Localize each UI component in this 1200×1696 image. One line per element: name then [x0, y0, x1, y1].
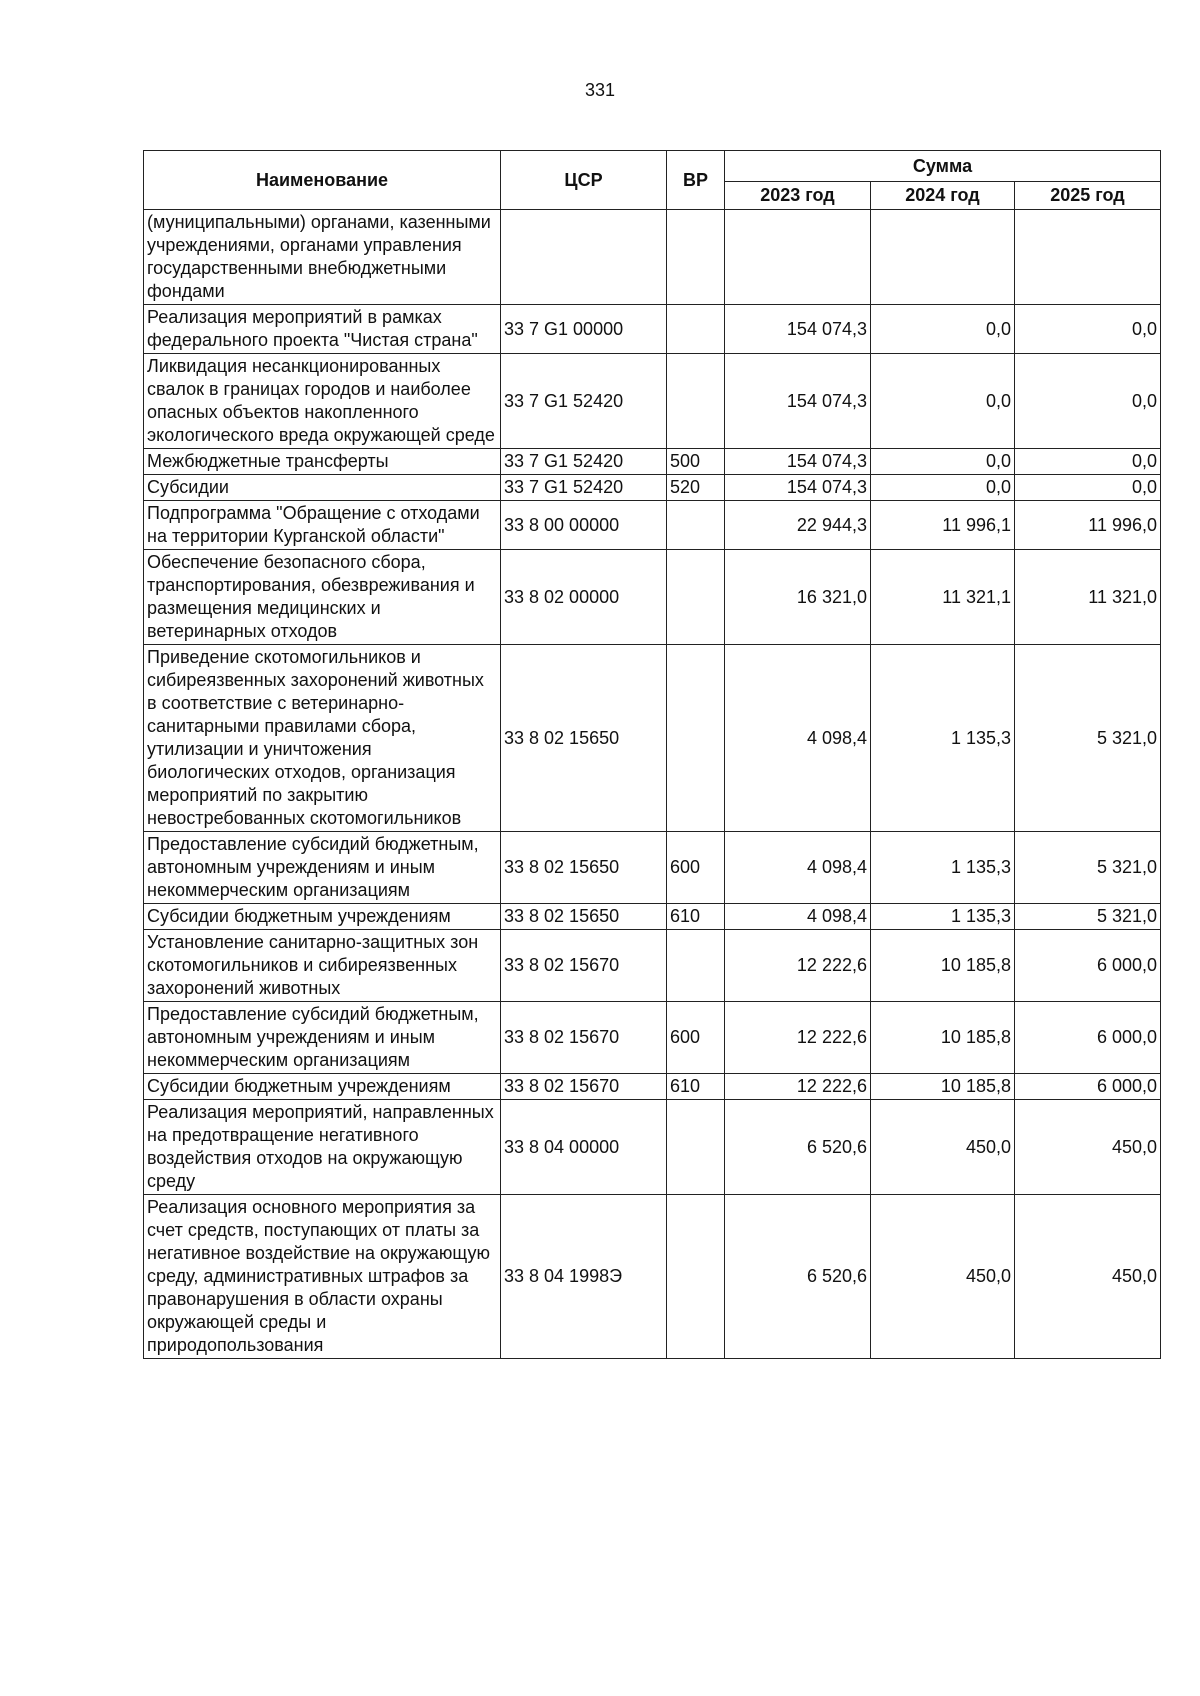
cell-2024: 11 321,1	[871, 550, 1015, 645]
header-name: Наименование	[144, 151, 501, 210]
table-row	[144, 1100, 1161, 1195]
cell-csr: 33 8 02 15670	[501, 1002, 667, 1074]
cell-2024: 1 135,3	[871, 832, 1015, 904]
cell-2025: 0,0	[1015, 475, 1161, 501]
cell-name: Предоставление субсидий бюджетным, автономным учреждениям и иным некоммерческим организациям	[144, 832, 501, 904]
cell-vr	[667, 645, 725, 832]
cell-csr: 33 8 02 15670	[501, 930, 667, 1002]
cell-2023: 154 074,3	[725, 449, 871, 475]
cell-2024: 0,0	[871, 449, 1015, 475]
cell-vr	[667, 550, 725, 645]
table-row	[144, 305, 1161, 354]
cell-2025: 5 321,0	[1015, 645, 1161, 832]
cell-2023: 6 520,6	[725, 1100, 871, 1195]
cell-2025: 6 000,0	[1015, 1002, 1161, 1074]
cell-2025: 11 996,0	[1015, 501, 1161, 550]
cell-csr: 33 8 02 15650	[501, 904, 667, 930]
cell-csr: 33 7 G1 52420	[501, 475, 667, 501]
cell-vr	[667, 1195, 725, 1359]
header-year-2025: 2025 год	[1015, 182, 1161, 210]
header-csr: ЦСР	[501, 151, 667, 210]
cell-csr: 33 8 02 15650	[501, 645, 667, 832]
cell-2023: 154 074,3	[725, 305, 871, 354]
cell-2024: 10 185,8	[871, 930, 1015, 1002]
cell-2025: 5 321,0	[1015, 904, 1161, 930]
cell-2025: 6 000,0	[1015, 930, 1161, 1002]
cell-csr: 33 8 02 00000	[501, 550, 667, 645]
cell-2023: 12 222,6	[725, 930, 871, 1002]
cell-name: Подпрограмма "Обращение с отходами на территории Курганской области"	[144, 501, 501, 550]
table-row	[144, 1074, 1161, 1100]
table-row	[144, 904, 1161, 930]
cell-vr: 600	[667, 832, 725, 904]
cell-2025: 0,0	[1015, 305, 1161, 354]
table-row	[144, 930, 1161, 1002]
cell-2023	[725, 210, 871, 305]
cell-2025: 6 000,0	[1015, 1074, 1161, 1100]
cell-2025: 0,0	[1015, 449, 1161, 475]
cell-vr	[667, 930, 725, 1002]
cell-csr	[501, 210, 667, 305]
page-number: 331	[584, 80, 616, 100]
cell-name: Обеспечение безопасного сбора, транспортирования, обезвреживания и размещения медицинских и ветеринарных отходов	[144, 550, 501, 645]
cell-name: Субсидии	[144, 475, 501, 501]
budget-table	[143, 150, 1161, 1359]
table-row	[144, 449, 1161, 475]
cell-vr	[667, 210, 725, 305]
cell-vr	[667, 501, 725, 550]
cell-vr: 520	[667, 475, 725, 501]
table-row	[144, 1195, 1161, 1359]
table-row	[144, 550, 1161, 645]
cell-vr: 610	[667, 1074, 725, 1100]
cell-2025: 11 321,0	[1015, 550, 1161, 645]
cell-2024: 0,0	[871, 305, 1015, 354]
cell-2024: 1 135,3	[871, 645, 1015, 832]
cell-csr: 33 8 02 15650	[501, 832, 667, 904]
cell-vr: 500	[667, 449, 725, 475]
header-sum: Сумма	[725, 151, 1161, 182]
cell-2023: 12 222,6	[725, 1074, 871, 1100]
table-row	[144, 645, 1161, 832]
cell-2025: 0,0	[1015, 354, 1161, 449]
cell-2024: 1 135,3	[871, 904, 1015, 930]
header-year-2023: 2023 год	[725, 182, 871, 210]
cell-vr	[667, 1100, 725, 1195]
header-vr: ВР	[667, 151, 725, 210]
cell-csr: 33 8 00 00000	[501, 501, 667, 550]
table-body	[144, 210, 1161, 1359]
cell-2023: 4 098,4	[725, 645, 871, 832]
cell-csr: 33 7 G1 52420	[501, 354, 667, 449]
cell-name: Реализация мероприятий, направленных на предотвращение негативного воздействия отходов на окружающую среду	[144, 1100, 501, 1195]
cell-2024	[871, 210, 1015, 305]
cell-csr: 33 8 02 15670	[501, 1074, 667, 1100]
cell-name: Предоставление субсидий бюджетным, автономным учреждениям и иным некоммерческим организациям	[144, 1002, 501, 1074]
cell-2023: 22 944,3	[725, 501, 871, 550]
cell-2023: 4 098,4	[725, 832, 871, 904]
cell-name: Приведение скотомогильников и сибиреязвенных захоронений животных в соответствие с ветеринарно-санитарными правилами сбора, утилизации и уничтожения биологических отходов, организация мероприятий по закрытию невостребованных скотомогильников	[144, 645, 501, 832]
cell-2024: 0,0	[871, 354, 1015, 449]
cell-2023: 154 074,3	[725, 475, 871, 501]
cell-vr: 600	[667, 1002, 725, 1074]
table-row	[144, 1002, 1161, 1074]
cell-2025: 450,0	[1015, 1195, 1161, 1359]
cell-2024: 11 996,1	[871, 501, 1015, 550]
cell-2024: 450,0	[871, 1100, 1015, 1195]
cell-2023: 6 520,6	[725, 1195, 871, 1359]
table-row	[144, 501, 1161, 550]
cell-name: Реализация мероприятий в рамках федерального проекта "Чистая страна"	[144, 305, 501, 354]
cell-2025	[1015, 210, 1161, 305]
cell-vr	[667, 305, 725, 354]
cell-name: Межбюджетные трансферты	[144, 449, 501, 475]
cell-csr: 33 7 G1 52420	[501, 449, 667, 475]
cell-2023: 16 321,0	[725, 550, 871, 645]
header-year-2024: 2024 год	[871, 182, 1015, 210]
cell-2023: 12 222,6	[725, 1002, 871, 1074]
cell-vr	[667, 354, 725, 449]
cell-2025: 5 321,0	[1015, 832, 1161, 904]
cell-name: Ликвидация несанкционированных свалок в границах городов и наиболее опасных объектов накопленного экологического вреда окружающей среде	[144, 354, 501, 449]
cell-name: Установление санитарно-защитных зон скотомогильников и сибиреязвенных захоронений животных	[144, 930, 501, 1002]
table-row	[144, 210, 1161, 305]
cell-2024: 450,0	[871, 1195, 1015, 1359]
cell-2024: 10 185,8	[871, 1002, 1015, 1074]
cell-name: (муниципальными) органами, казенными учреждениями, органами управления государственными внебюджетными фондами	[144, 210, 501, 305]
cell-name: Реализация основного мероприятия за счет средств, поступающих от платы за негативное воздействие на окружающую среду, административных штрафов за правонарушения в области охраны окружающей среды и природопользования	[144, 1195, 501, 1359]
cell-name: Субсидии бюджетным учреждениям	[144, 904, 501, 930]
cell-name: Субсидии бюджетным учреждениям	[144, 1074, 501, 1100]
table-header	[144, 151, 1161, 210]
cell-csr: 33 7 G1 00000	[501, 305, 667, 354]
cell-2024: 10 185,8	[871, 1074, 1015, 1100]
cell-2024: 0,0	[871, 475, 1015, 501]
cell-vr: 610	[667, 904, 725, 930]
cell-csr: 33 8 04 1998Э	[501, 1195, 667, 1359]
cell-2025: 450,0	[1015, 1100, 1161, 1195]
table-row	[144, 475, 1161, 501]
table-row	[144, 354, 1161, 449]
cell-2023: 4 098,4	[725, 904, 871, 930]
table-row	[144, 832, 1161, 904]
cell-2023: 154 074,3	[725, 354, 871, 449]
cell-csr: 33 8 04 00000	[501, 1100, 667, 1195]
